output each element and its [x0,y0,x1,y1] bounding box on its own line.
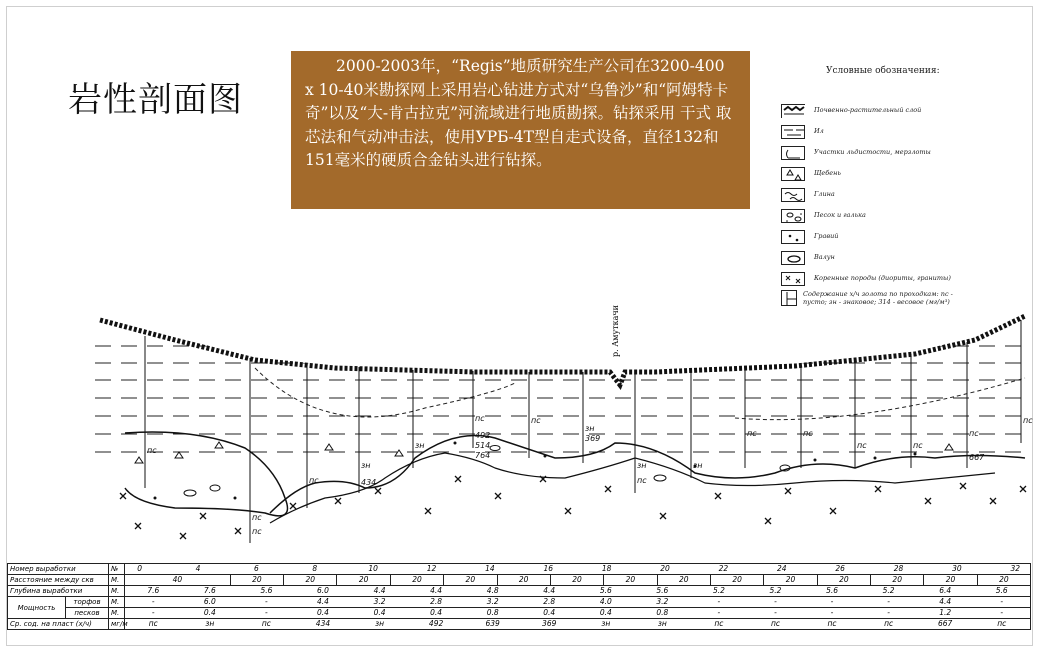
table-cell: 4.4 [373,586,386,595]
row-unit: мг/м [109,619,125,630]
table-cell: 4.4 [939,597,952,606]
row-values [125,597,1031,608]
table-cell: - [151,608,155,617]
table-cell [680,564,709,574]
table-cell: пс [714,619,724,628]
gold-content-icon [781,290,797,306]
hole-label: пс [475,414,485,423]
table-cell: 8 [312,564,318,573]
table-cell: зн [657,619,667,628]
legend-label: Песок и галька [814,211,866,219]
table-cell: 20 [550,575,603,585]
table-cell: зн [601,619,611,628]
hole-label: пс [857,441,867,450]
row-label: Ср. сод. на пласт (х/ч) [8,619,109,630]
hole-label: 764 [475,451,491,460]
table-cell [855,564,884,574]
table-cell: 0 [137,564,142,573]
legend-label: Коренные породы (диориты, граниты) [814,274,951,282]
table-cell [329,564,358,574]
hole-label: 667 [969,453,985,462]
table-cell: 6.0 [317,586,329,595]
hole-label: пс [969,429,979,438]
table-cell [446,564,475,574]
hole-label: зн [361,461,371,470]
table-cell: 2.8 [430,597,443,606]
row-values [125,586,1031,597]
table-cell: 5.6 [826,586,838,595]
hole-label: зн [693,461,703,470]
table-cell: 6.0 [203,597,216,606]
table-cell: 20 [660,564,670,573]
gravel-icon [781,230,805,244]
table-cell: 40 [172,575,183,584]
row-values [125,575,1031,586]
row-values [125,608,1031,619]
table-cell: 492 [428,619,444,628]
row-label: Номер выработки [8,564,109,575]
table-cell: зн [205,619,215,628]
table-row [8,619,1031,630]
legend-label: Ил [814,127,824,135]
table-cell: - [774,608,777,617]
table-cell [796,564,825,574]
legend-label: Участки льдистости, мерзлоты [814,148,931,156]
table-cell: 434 [315,619,331,628]
table-cell: пс [884,619,894,628]
table-cell: 20 [603,575,656,585]
table-cell: 6 [253,564,259,573]
table-cell: 20 [870,575,923,585]
table-cell: 0.4 [599,608,612,617]
table-cell: - [887,608,890,617]
table-cell: 26 [835,564,845,573]
table-cell: 0.4 [203,608,216,617]
table-cell: 20 [923,575,976,585]
table-cell: зн [375,619,384,628]
page-title: 岩性剖面图 [68,80,243,120]
boulder-icon [781,251,805,265]
table-row [8,575,1031,586]
table-cell: 667 [937,619,953,628]
row-label: песков [66,608,109,619]
table-cell: пс [997,619,1007,628]
table-cell: 32 [1010,564,1020,573]
table-cell: 5.6 [656,586,669,595]
table-cell: 4.4 [543,586,556,595]
hole-label: зн [585,424,595,433]
table-cell: 4.4 [317,597,329,606]
hole-label: пс [252,527,262,536]
legend-item-rubble [781,167,1041,187]
table-cell: 6.4 [939,586,952,595]
table-cell: 28 [893,564,904,573]
cross-section [95,308,1031,548]
table-cell: - [1000,597,1004,606]
table-row [8,608,1031,619]
legend-item-sand [781,209,1041,229]
table-cell: 20 [817,575,870,585]
table-cell [271,564,300,574]
hole-label: 434 [361,478,377,487]
table-cell: 20 [977,575,1030,585]
legend-item-boulder [781,251,1041,271]
table-row [8,564,1031,575]
hole-label: 514 [475,441,491,450]
table-cell: - [830,608,834,617]
hole-label: 492 [475,431,491,440]
row-unit: М. [109,608,125,619]
row-label: Глубина выработки [8,586,109,597]
table-cell: 0.4 [430,608,443,617]
hole-label: зн [415,441,425,450]
row-label: Расстояние между скв [8,575,109,586]
table-cell: 20 [763,575,816,585]
hole-label: пс [252,513,262,522]
table-cell: 0.8 [656,608,669,617]
table-cell: пс [261,619,271,628]
table-cell: 14 [485,564,495,573]
legend-title: Условные обозначения: [826,66,940,76]
legend-label: Щебень [814,169,841,177]
table-cell [504,564,533,574]
table-cell: 4.8 [486,586,499,595]
row-values [125,564,1031,575]
table-cell: 0.4 [317,608,329,617]
table-cell: 30 [952,564,962,573]
table-cell: - [717,608,721,617]
table-cell [563,564,592,574]
table-cell: 4.4 [430,586,443,595]
table-cell: 3.2 [656,597,669,606]
bedrock-icon [781,272,805,286]
table-cell: 24 [776,564,787,573]
row-unit: М. [109,575,125,586]
table-cell: 5.2 [769,586,782,595]
hole-label: 369 [585,434,601,443]
legend-label: Содержание х/ч золота по проходкам: пс - пусто; зн - знаковое; 314 - весовое (мг/м³) [803,290,953,306]
table-row [8,586,1031,597]
table-cell: 7.6 [147,586,160,595]
table-cell: пс [770,619,780,628]
table-cell: 5.6 [995,586,1008,595]
table-cell [913,564,942,574]
rubble-icon [781,167,805,181]
table-cell: 20 [230,575,283,585]
legend-label: Гравий [814,232,839,240]
legend-label: Валун [814,253,835,261]
table-cell: 5.2 [882,586,895,595]
legend-item-bedrock [781,272,1041,292]
hole-label: пс [913,441,923,450]
table-cell: - [265,608,268,617]
table-cell: 18 [601,564,612,573]
table-cell: 639 [485,619,500,628]
description-box [291,51,750,209]
table-cell: 16 [543,564,553,573]
table-cell: 20 [497,575,550,585]
table-cell: 0.4 [373,608,386,617]
legend-label: Глина [814,190,835,198]
drilling-table [7,563,1031,630]
table-cell: 2.8 [543,597,556,606]
hole-label: пс [147,446,157,455]
row-unit: № [109,564,125,575]
table-cell: - [151,597,155,606]
legend-item-clay [781,188,1041,208]
table-cell: 20 [283,575,336,585]
table-cell: 20 [657,575,710,585]
table-cell [213,564,242,574]
row-unit: М. [109,597,125,608]
hole-label: пс [803,429,813,438]
table-cell: 4 [195,564,201,573]
table-cell [971,564,1000,574]
table-cell [154,564,183,574]
legend-item-permafrost [781,146,1041,166]
table-cell: - [717,597,721,606]
legend-label: Почвенно-растительный слой [814,106,922,114]
table-cell: 5.2 [712,586,725,595]
table-cell: 20 [336,575,389,585]
row-values [125,619,1031,630]
legend-item-soil [781,104,1041,124]
hole-label: зн [637,461,647,470]
table-cell: 369 [542,619,557,628]
soil-layer-icon [781,104,805,118]
table-cell: 7.6 [203,586,216,595]
table-cell: пс [827,619,837,628]
table-cell: 22 [718,564,729,573]
table-cell: 1.2 [939,608,952,617]
hole-label: пс [531,416,541,425]
table-cell: 12 [426,564,437,573]
hole-label: пс [747,429,757,438]
table-cell [388,564,417,574]
table-cell: 0.8 [486,608,499,617]
clay-icon [781,188,805,202]
sand-pebbles-icon [781,209,805,223]
description-text: 2000-2003年，“Regis”地质研究生产公司在3200-400 x 10-40米勘探网上采用岩心钻进方式对“乌鲁沙”和“阿姆特卡奇”以及“大-肯古拉克”河流域进行地质勘探。钻探采用 干式 取芯法和气动冲击法，使用УРБ-4Т型自走式设备，直径132和151毫米的硬质合金钻头进行钻探。 [305,57,732,169]
hole-label: пс [1023,416,1033,425]
legend-item-gravel [781,230,1041,250]
table-cell: 5.6 [260,586,273,595]
table-cell: - [265,597,268,606]
hole-label: пс [309,476,319,485]
table-cell: - [887,597,890,606]
permafrost-icon [781,146,805,160]
table-cell: 10 [368,564,378,573]
table-cell: 20 [710,575,763,585]
thickness-label: Мощность [8,597,66,619]
table-cell: 4.0 [599,597,612,606]
table-cell: - [1000,608,1004,617]
table-cell: 20 [443,575,496,585]
table-cell: 0.4 [543,608,556,617]
table-cell: пс [148,619,158,628]
table-cell: - [830,597,834,606]
row-unit: М. [109,586,125,597]
table-cell [738,564,767,574]
hole-label: пс [637,476,647,485]
table-row [8,597,1031,608]
row-label: торфов [66,597,109,608]
table-cell [621,564,650,574]
table-cell: 5.6 [599,586,612,595]
legend-item-silt [781,125,1041,145]
river-label: р. Амуткачи [611,304,620,357]
table-cell: 3.2 [373,597,386,606]
table-cell: - [774,597,777,606]
silt-icon [781,125,805,139]
table-cell: 20 [390,575,443,585]
legend-item-gold [781,290,1041,310]
table-cell: 3.2 [486,597,499,606]
